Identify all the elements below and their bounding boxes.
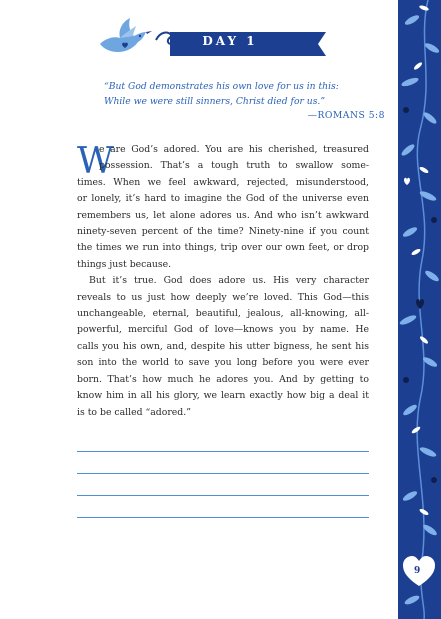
text-line: know him in all his glory, we learn exactly how big a deal it bbox=[77, 390, 369, 402]
journal-line[interactable] bbox=[77, 473, 369, 474]
journal-line[interactable] bbox=[77, 451, 369, 452]
text-line: son into the world to save you long before you were ever bbox=[77, 357, 369, 369]
text-line: possession. That’s a tough truth to swallow some- bbox=[99, 160, 369, 172]
text-line: ninety-seven percent of the time? Ninety-nine if you count bbox=[77, 226, 369, 238]
text-line: reveals to us just how deeply we’re loved. This God—this bbox=[77, 291, 369, 303]
text-line: remembers us, let alone adores us. And who isn’t awkward bbox=[77, 209, 369, 221]
text-line: e are God’s adored. You are his cherished, treasured bbox=[99, 144, 369, 155]
text-line: unchangeable, eternal, beautiful, jealous, all-knowing, all- bbox=[77, 308, 369, 320]
devotional-text bbox=[77, 142, 369, 421]
dove-icon bbox=[96, 14, 156, 60]
verse-quote bbox=[104, 79, 378, 109]
text-line: calls you his own, and, despite his utter bigness, he sent his bbox=[77, 340, 369, 352]
text-line: times. When we feel awkward, rejected, misunderstood, bbox=[77, 176, 369, 188]
text-line: But it’s true. God does adore us. His very character bbox=[89, 275, 369, 287]
verse-line: “But God demonstrates his own love for us in this: bbox=[104, 81, 339, 92]
floral-pattern-icon bbox=[398, 0, 441, 619]
text-line: is to be called “adored.” bbox=[77, 406, 191, 418]
verse-line: While we were still sinners, Christ died for us.” bbox=[104, 96, 326, 107]
journal-line[interactable] bbox=[77, 495, 369, 496]
text-line: things just because. bbox=[77, 258, 172, 270]
text-line: the times we run into things, trip over our own feet, or drop bbox=[77, 242, 369, 254]
text-line: or lonely, it’s hard to imagine the God of the universe even bbox=[77, 193, 369, 205]
text-line: born. That’s how much he adores you. And by getting to bbox=[77, 373, 369, 385]
floral-border bbox=[398, 0, 441, 619]
text-line: powerful, merciful God of love—knows you by name. He bbox=[77, 324, 369, 336]
verse-reference: —ROMANS 5:8 bbox=[307, 110, 385, 121]
paragraph bbox=[77, 142, 369, 273]
journal-line[interactable] bbox=[77, 517, 369, 518]
day-label: DAY 1 bbox=[202, 34, 258, 48]
page-number: 9 bbox=[414, 566, 421, 576]
paragraph bbox=[77, 273, 369, 421]
drop-cap: W bbox=[77, 141, 115, 182]
